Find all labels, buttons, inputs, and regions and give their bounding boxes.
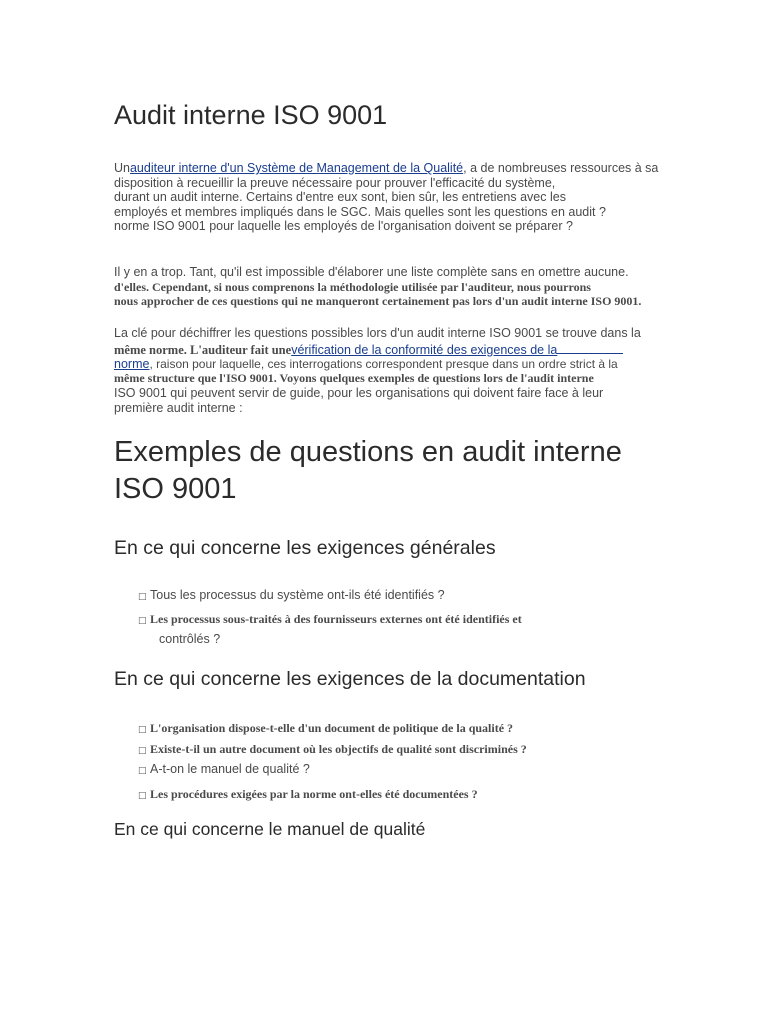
checkbox-icon: □ (138, 746, 147, 756)
documentation-item-4-text: Les procédures exigées par la norme ont-elles été documentées ? (150, 787, 478, 801)
manual-heading: En ce qui concerne le manuel de qualité (114, 819, 426, 839)
checkbox-icon: □ (138, 766, 147, 776)
general-item-2-continued: contrôlés ? (159, 632, 221, 646)
documentation-heading: En ce qui concerne les exigences de la documentation (114, 668, 586, 690)
documentation-item-3 (138, 762, 310, 776)
general-item-2-text: Les processus sous-traités à des fournisseurs externes ont été identifiés et (150, 612, 522, 626)
general-heading: En ce qui concerne les exigences générales (114, 537, 496, 559)
intro-suffix: , a de nombreuses ressources à sa (463, 161, 659, 175)
link-underline-extension (557, 341, 623, 354)
documentation-item-4 (138, 785, 478, 803)
para3-bold-text: même norme. L'auditeur fait une (114, 343, 292, 357)
intro-line-5: norme ISO 9001 pour laquelle les employés de l'organisation doivent se préparer ? (114, 219, 573, 233)
para3-line-4: même structure que l'ISO 9001. Voyons quelques exemples de questions lors de l'audit interne (114, 371, 594, 385)
para2-line-3: nous approcher de ces questions qui ne manqueront certainement pas lors d'un audit interne ISO 9001. (114, 294, 642, 308)
documentation-item-1 (138, 719, 513, 737)
checkbox-icon: □ (138, 616, 147, 626)
checkbox-icon: □ (138, 725, 147, 735)
intro-line-1 (114, 161, 658, 176)
general-item-2 (138, 610, 522, 628)
para3-line-5: ISO 9001 qui peuvent servir de guide, pour les organisations qui doivent faire face à leur (114, 386, 604, 400)
documentation-item-2 (138, 740, 527, 758)
para3-line-3 (114, 357, 618, 372)
para3-line-6: première audit interne : (114, 401, 243, 415)
documentation-item-1-text: L'organisation dispose-t-elle d'un document de politique de la qualité ? (150, 721, 514, 735)
para3-line-1: La clé pour déchiffrer les questions possibles lors d'un audit interne ISO 9001 se trouve dans la (114, 326, 641, 340)
intro-line-2: disposition à recueillir la preuve nécessaire pour prouver l'efficacité du système, (114, 176, 556, 190)
checkbox-icon: □ (138, 592, 147, 602)
page-title: Audit interne ISO 9001 (114, 100, 388, 130)
documentation-item-3-text: A-t-on le manuel de qualité ? (150, 762, 310, 776)
intro-line-4: employés et membres impliqués dans le SGC. Mais quelles sont les questions en audit ? (114, 205, 606, 219)
intro-line-3: durant un audit interne. Certains d'entre eux sont, bien sûr, les entretiens avec les (114, 190, 566, 204)
intro-prefix: Un (114, 161, 130, 175)
general-item-1-text: Tous les processus du système ont-ils été identifiés ? (150, 588, 445, 602)
documentation-item-2-text: Existe-t-il un autre document où les objectifs de qualité sont discriminés ? (150, 742, 527, 756)
checkbox-icon: □ (138, 791, 147, 801)
section-title-line-2: ISO 9001 (114, 473, 237, 505)
conformity-link[interactable]: vérification de la conformité des exigences de la (291, 343, 558, 357)
section-title-line-1: Exemples de questions en audit interne (114, 436, 622, 468)
general-item-1 (138, 588, 445, 602)
auditor-link[interactable]: auditeur interne d'un Système de Management de la Qualité (129, 161, 464, 175)
para3-line-3-text: , raison pour laquelle, ces interrogations correspondent presque dans un ordre strict à la (149, 357, 618, 371)
para2-line-2: d'elles. Cependant, si nous comprenons la méthodologie utilisée par l'auditeur, nous pourrons (114, 280, 591, 294)
norm-link[interactable]: norme (114, 357, 150, 371)
para2-line-1: Il y en a trop. Tant, qu'il est impossible d'élaborer une liste complète sans en omettre aucune. (114, 265, 629, 279)
